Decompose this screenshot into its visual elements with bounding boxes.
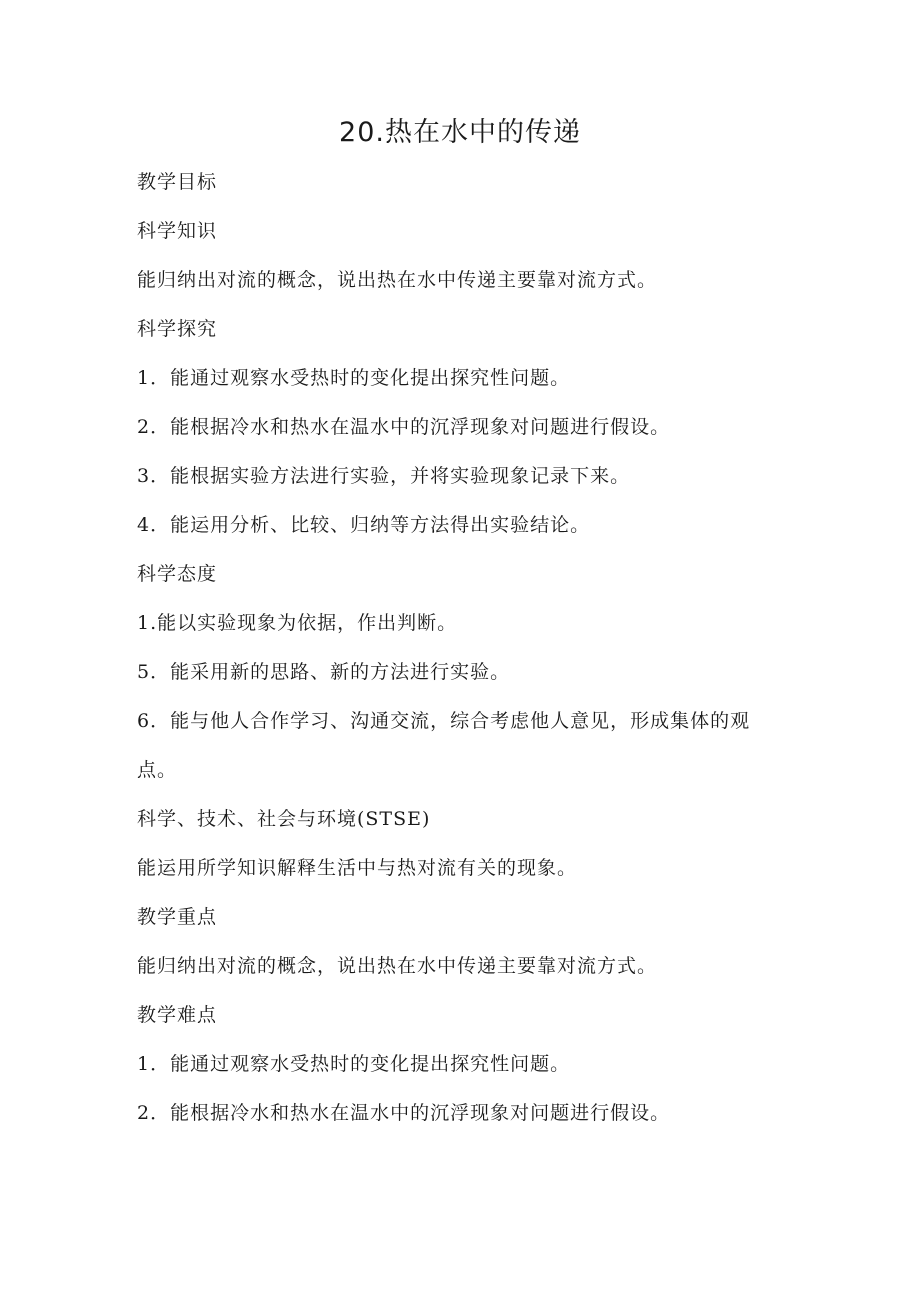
list-item-attitude-1: 1.能以实验现象为依据，作出判断。 <box>137 612 458 634</box>
list-item-inquiry-3: 3．能根据实验方法进行实验，并将实验现象记录下来。 <box>137 465 631 487</box>
list-item-inquiry-2: 2．能根据冷水和热水在温水中的沉浮现象对问题进行假设。 <box>137 416 671 438</box>
list-item-inquiry-1: 1．能通过观察水受热时的变化提出探究性问题。 <box>137 367 571 389</box>
section-heading-teaching-objectives: 教学目标 <box>137 171 218 193</box>
subheading-scientific-inquiry: 科学探究 <box>137 318 218 340</box>
list-item-inquiry-4: 4．能运用分析、比较、归纳等方法得出实验结论。 <box>137 514 591 536</box>
section-heading-difficulties: 教学难点 <box>137 1004 218 1026</box>
list-item-attitude-5: 5．能采用新的思路、新的方法进行实验。 <box>137 661 511 683</box>
list-item-attitude-6: 6．能与他人合作学习、沟通交流，综合考虑他人意见，形成集体的观 <box>137 710 751 732</box>
page-title: 20.热在水中的传递 <box>339 117 581 148</box>
paragraph-knowledge: 能归纳出对流的概念，说出热在水中传递主要靠对流方式。 <box>137 269 658 291</box>
subheading-scientific-knowledge: 科学知识 <box>137 220 218 242</box>
subheading-stse: 科学、技术、社会与环境(STSE) <box>137 808 431 830</box>
list-item-attitude-6-continued: 点。 <box>137 759 178 781</box>
section-heading-key-points: 教学重点 <box>137 906 218 928</box>
paragraph-key-points: 能归纳出对流的概念，说出热在水中传递主要靠对流方式。 <box>137 955 658 977</box>
list-item-difficulty-2: 2．能根据冷水和热水在温水中的沉浮现象对问题进行假设。 <box>137 1102 671 1124</box>
paragraph-stse: 能运用所学知识解释生活中与热对流有关的现象。 <box>137 857 578 879</box>
list-item-difficulty-1: 1．能通过观察水受热时的变化提出探究性问题。 <box>137 1053 571 1075</box>
subheading-scientific-attitude: 科学态度 <box>137 563 218 585</box>
